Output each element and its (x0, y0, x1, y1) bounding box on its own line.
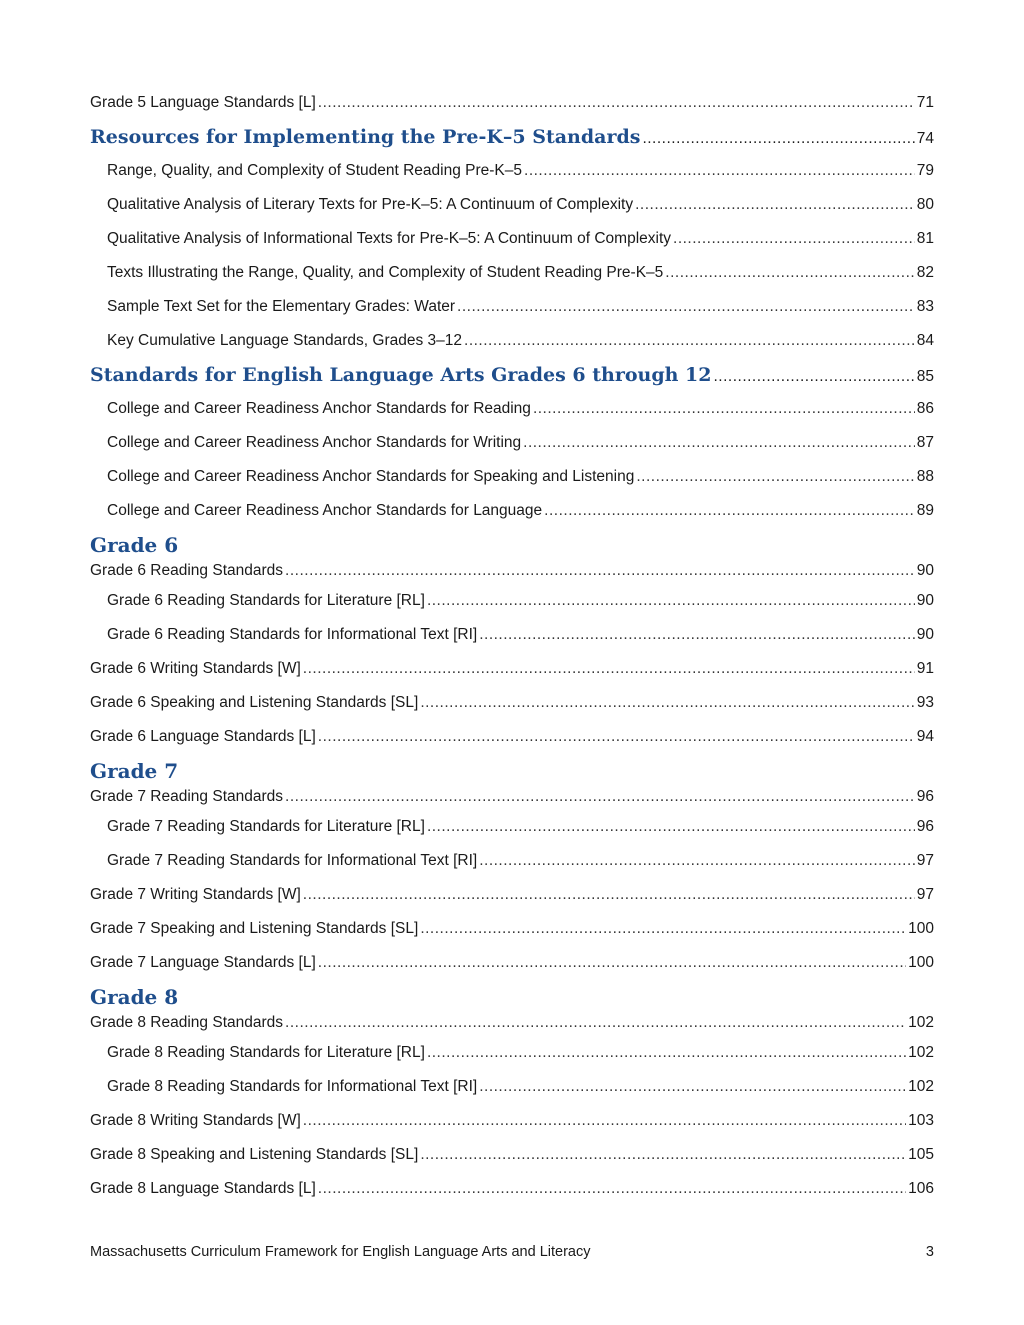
toc-page-number: 102 (908, 1014, 934, 1031)
toc-entry-title: Grade 8 Language Standards [L] (90, 1180, 316, 1197)
table-of-contents (90, 86, 934, 1206)
toc-entry[interactable] (90, 720, 934, 754)
dot-leader (303, 652, 915, 686)
toc-entry[interactable] (90, 1172, 934, 1206)
dot-leader (544, 494, 915, 528)
toc-page-number: 96 (916, 818, 934, 835)
toc-page-number: 83 (916, 298, 934, 315)
dot-leader (636, 460, 914, 494)
toc-page-number: 105 (908, 1146, 934, 1163)
toc-entry-title: College and Career Readiness Anchor Standards for Reading (107, 400, 531, 417)
toc-entry[interactable] (90, 844, 934, 878)
toc-page-number: 97 (916, 886, 934, 903)
toc-entry[interactable] (90, 154, 934, 188)
dot-leader (523, 426, 915, 460)
toc-entry-title: Qualitative Analysis of Literary Texts for Pre-K–5: A Continuum of Complexity (107, 196, 634, 213)
grade-heading: Grade 8 (90, 985, 179, 1009)
dot-leader (318, 1172, 906, 1206)
toc-entry-title: Qualitative Analysis of Informational Texts for Pre-K–5: A Continuum of Complexity (107, 230, 672, 247)
toc-entry-title: Grade 7 Language Standards [L] (90, 954, 316, 971)
toc-entry[interactable] (90, 222, 934, 256)
toc-entry-title: College and Career Readiness Anchor Standards for Language (107, 502, 543, 519)
toc-page-number: 87 (916, 434, 934, 451)
toc-page-number: 97 (916, 852, 934, 869)
toc-page-number: 84 (916, 332, 934, 349)
dot-leader (457, 290, 915, 324)
toc-page-number: 93 (916, 694, 934, 711)
toc-entry[interactable] (90, 1138, 934, 1172)
toc-page-number: 90 (916, 592, 934, 609)
dot-leader (533, 392, 915, 426)
dot-leader (464, 324, 915, 358)
dot-leader (642, 122, 914, 154)
dot-leader (318, 720, 915, 754)
dot-leader (427, 584, 915, 618)
dot-leader (427, 810, 915, 844)
toc-page-number: 89 (916, 502, 934, 519)
dot-leader (479, 1070, 906, 1104)
toc-entry-title: College and Career Readiness Anchor Standards for Speaking and Listening (107, 468, 635, 485)
dot-leader (713, 360, 914, 392)
dot-leader (303, 878, 915, 912)
toc-section-heading[interactable] (90, 358, 934, 392)
toc-entry[interactable] (90, 494, 934, 528)
dot-leader (665, 256, 914, 290)
toc-page-number: 103 (908, 1112, 934, 1129)
toc-entry[interactable] (90, 1104, 934, 1138)
toc-entry-title: College and Career Readiness Anchor Standards for Writing (107, 434, 522, 451)
dot-leader (524, 154, 915, 188)
toc-page-number: 96 (916, 788, 934, 805)
toc-entry[interactable] (90, 426, 934, 460)
dot-leader (635, 188, 915, 222)
toc-entry[interactable] (90, 912, 934, 946)
dot-leader (285, 558, 915, 584)
toc-page-number: 80 (916, 196, 934, 213)
toc-entry[interactable] (90, 460, 934, 494)
toc-entry[interactable] (90, 1010, 934, 1036)
dot-leader (318, 86, 915, 120)
toc-entry-title: Grade 6 Reading Standards (90, 562, 284, 579)
toc-entry-title: Grade 8 Writing Standards [W] (90, 1112, 301, 1129)
toc-page-number: 91 (916, 660, 934, 677)
toc-page-number: 102 (908, 1044, 934, 1061)
dot-leader (285, 784, 915, 810)
toc-entry[interactable] (90, 558, 934, 584)
toc-entry-title: Grade 8 Reading Standards (90, 1014, 284, 1031)
toc-entry-title: Grade 7 Reading Standards for Informational Text [RI] (107, 852, 478, 869)
footer-title: Massachusetts Curriculum Framework for English Language Arts and Literacy (90, 1244, 591, 1260)
toc-entry-title: Grade 6 Writing Standards [W] (90, 660, 301, 677)
toc-page-number: 82 (916, 264, 934, 281)
toc-entry-title: Grade 5 Language Standards [L] (90, 94, 316, 111)
toc-entry[interactable] (90, 618, 934, 652)
grade-heading: Grade 6 (90, 533, 179, 557)
toc-entry[interactable] (90, 686, 934, 720)
toc-entry-title: Grade 8 Reading Standards for Literature [RL] (107, 1044, 425, 1061)
toc-page-number: 100 (908, 954, 934, 971)
dot-leader (318, 946, 906, 980)
toc-page-number: 74 (916, 130, 934, 147)
toc-page-number: 88 (916, 468, 934, 485)
toc-page-number: 100 (908, 920, 934, 937)
dot-leader (420, 912, 906, 946)
toc-entry-title: Grade 7 Writing Standards [W] (90, 886, 301, 903)
toc-entry-title: Sample Text Set for the Elementary Grades: Water (107, 298, 456, 315)
toc-page-number: 102 (908, 1078, 934, 1095)
toc-entry[interactable] (90, 946, 934, 980)
toc-entry[interactable] (90, 188, 934, 222)
dot-leader (420, 686, 914, 720)
toc-entry[interactable] (90, 256, 934, 290)
toc-entry-title: Range, Quality, and Complexity of Student Reading Pre-K–5 (107, 162, 523, 179)
toc-page-number: 106 (908, 1180, 934, 1197)
toc-entry-title: Grade 6 Language Standards [L] (90, 728, 316, 745)
toc-entry-title: Texts Illustrating the Range, Quality, and Complexity of Student Reading Pre-K–5 (107, 264, 664, 281)
toc-entry[interactable] (90, 1070, 934, 1104)
toc-entry-title: Grade 8 Speaking and Listening Standards [SL] (90, 1146, 419, 1163)
toc-entry[interactable] (90, 86, 934, 120)
toc-entry[interactable] (90, 810, 934, 844)
toc-entry-title: Grade 7 Reading Standards (90, 788, 284, 805)
toc-entry-title: Grade 7 Reading Standards for Literature [RL] (107, 818, 425, 835)
toc-entry[interactable] (90, 290, 934, 324)
toc-entry[interactable] (90, 878, 934, 912)
dot-leader (303, 1104, 906, 1138)
toc-entry-title: Grade 6 Speaking and Listening Standards [SL] (90, 694, 419, 711)
toc-page-number: 79 (916, 162, 934, 179)
toc-entry-title: Grade 8 Reading Standards for Informational Text [RI] (107, 1078, 478, 1095)
toc-page-number: 86 (916, 400, 934, 417)
toc-entry-title: Grade 6 Reading Standards for Informational Text [RI] (107, 626, 478, 643)
dot-leader (285, 1010, 906, 1036)
toc-entry-title: Key Cumulative Language Standards, Grades 3–12 (107, 332, 463, 349)
dot-leader (479, 844, 915, 878)
toc-entry[interactable] (90, 652, 934, 686)
dot-leader (673, 222, 915, 256)
toc-page-number: 71 (916, 94, 934, 111)
toc-entry[interactable] (90, 584, 934, 618)
dot-leader (427, 1036, 906, 1070)
page-footer (90, 1244, 934, 1260)
toc-entry[interactable] (90, 784, 934, 810)
toc-page-number: 90 (916, 562, 934, 579)
toc-entry-title: Resources for Implementing the Pre-K–5 Standards (90, 126, 641, 148)
dot-leader (479, 618, 915, 652)
toc-entry[interactable] (90, 392, 934, 426)
toc-entry[interactable] (90, 324, 934, 358)
toc-entry-title: Grade 7 Speaking and Listening Standards [SL] (90, 920, 419, 937)
toc-page-number: 90 (916, 626, 934, 643)
toc-section-heading[interactable] (90, 120, 934, 154)
toc-page-number: 85 (916, 368, 934, 385)
grade-heading: Grade 7 (90, 759, 179, 783)
toc-page-number: 81 (916, 230, 934, 247)
toc-page-number: 94 (916, 728, 934, 745)
dot-leader (420, 1138, 906, 1172)
toc-entry-title: Grade 6 Reading Standards for Literature [RL] (107, 592, 425, 609)
toc-entry-title: Standards for English Language Arts Grades 6 through 12 (90, 364, 712, 386)
footer-page-number: 3 (925, 1244, 934, 1260)
toc-entry[interactable] (90, 1036, 934, 1070)
